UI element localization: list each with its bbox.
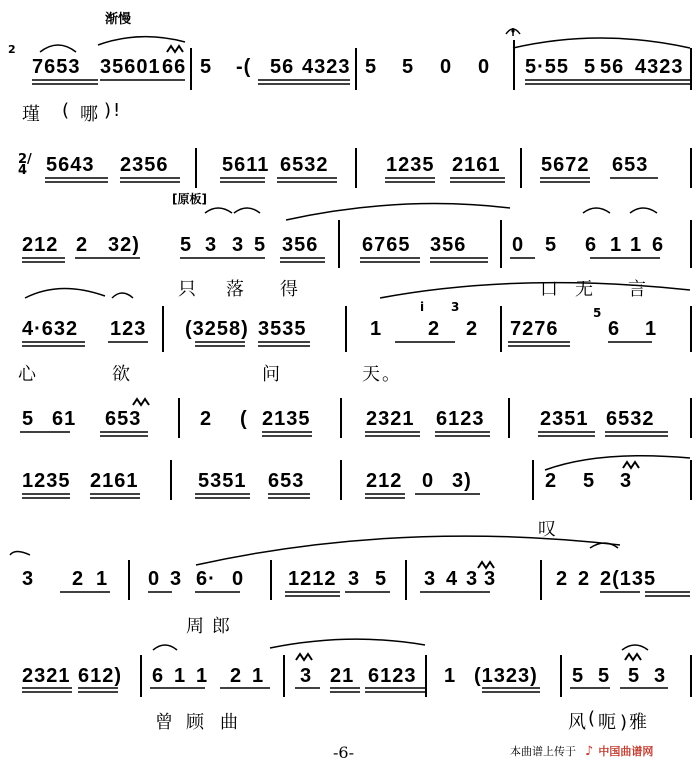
note-group: 2321 — [366, 408, 415, 430]
bar-line — [405, 560, 407, 600]
note-group: 5643 — [46, 154, 95, 176]
bar-line — [513, 40, 515, 90]
note-group: 6532 — [606, 408, 655, 430]
bar-line — [500, 220, 502, 268]
lyric: 周 — [186, 616, 206, 637]
note-group: 32) — [108, 234, 140, 256]
note-group: 1 — [610, 234, 623, 256]
note-group: 6123 — [436, 408, 485, 430]
lyric: 曾 — [155, 712, 175, 733]
note-group: 5 — [200, 56, 213, 78]
note-group: 5 — [254, 234, 267, 256]
note-group: 0 — [232, 568, 245, 590]
note-group: 1 — [174, 665, 187, 687]
note-group: 2 — [230, 665, 243, 687]
bar-line — [355, 148, 357, 188]
bar-line — [690, 220, 692, 268]
tempo-mark-original: [原板] — [172, 192, 207, 206]
note-group: 5 — [628, 665, 641, 687]
note-group: 212 — [366, 470, 403, 492]
note-group: (3258) — [185, 318, 249, 340]
bar-line — [345, 306, 347, 352]
note-group: 2161 — [90, 470, 139, 492]
bar-line — [178, 398, 180, 438]
note-group: 5 — [402, 56, 415, 78]
note-group: 5 — [365, 56, 378, 78]
lyric: 呃 — [598, 712, 618, 733]
note-group: 6 — [652, 234, 665, 256]
note-group: 5672 — [541, 154, 590, 176]
note-group: 1 — [370, 318, 383, 340]
note-group: 4323 — [635, 56, 684, 78]
lyric: 欲 — [112, 364, 132, 385]
note-group: 612) — [78, 665, 123, 687]
note-group: 1 — [196, 665, 209, 687]
bar-line — [690, 48, 692, 90]
bar-line — [270, 560, 272, 600]
note-group: 0 — [440, 56, 453, 78]
note-group: 0 — [478, 56, 491, 78]
note-group: 2 — [556, 568, 569, 590]
note-group: 1212 — [288, 568, 337, 590]
note-group: 3 — [205, 234, 218, 256]
note-group: 653 — [268, 470, 305, 492]
bar-line — [532, 460, 534, 500]
note-group: ( — [240, 408, 248, 430]
bar-line — [690, 148, 692, 188]
lyric: 问 — [262, 364, 282, 385]
note-group: 35601 — [100, 56, 161, 78]
bar-line — [340, 398, 342, 438]
lyric: 叹 — [538, 519, 558, 540]
bar-line — [520, 148, 522, 188]
lyric: 哪 — [80, 104, 100, 125]
note-group: 2351 — [540, 408, 589, 430]
note-group: 2 — [200, 408, 213, 430]
lyric: 只 — [178, 279, 198, 300]
note-group: 6· — [196, 568, 216, 590]
note-group: 5 — [180, 234, 193, 256]
note-group: 3 — [232, 234, 245, 256]
lyric: 得 — [280, 279, 300, 300]
bar-line — [283, 655, 285, 697]
note-group: 61 — [52, 408, 77, 430]
note-group: 3) — [452, 470, 472, 492]
note-group: 1 — [252, 665, 265, 687]
bar-line — [338, 220, 340, 268]
note-group: 3 — [484, 568, 497, 590]
note-group: 1235 — [22, 470, 71, 492]
note-group: 66 — [162, 56, 187, 78]
tempo-mark-gradual-slow: 渐慢 — [105, 12, 132, 27]
grace-note-row4-b: 3 — [451, 300, 460, 314]
note-group: 5·55 — [525, 56, 570, 78]
lyric: 心 — [18, 364, 38, 385]
grace-note-row4-c: 5 — [593, 306, 602, 320]
time-signature-row2: 2/4 — [18, 152, 32, 178]
note-group: 21 — [330, 665, 355, 687]
lyric: ( — [588, 708, 598, 729]
note-group: 3 — [620, 470, 633, 492]
note-group: 2(135 — [600, 568, 657, 590]
page-number: -6- — [333, 743, 354, 762]
note-group: 5351 — [198, 470, 247, 492]
note-group: 2 — [76, 234, 89, 256]
note-group: 2 — [578, 568, 591, 590]
bar-line — [162, 306, 164, 352]
note-group: 653 — [612, 154, 649, 176]
note-group: 3 — [22, 568, 35, 590]
lyric: 郎 — [212, 616, 232, 637]
note-group: 653 — [105, 408, 142, 430]
note-group: 5 — [375, 568, 388, 590]
note-group: 2135 — [262, 408, 311, 430]
lyric: )! — [104, 100, 123, 121]
note-group: 3 — [300, 665, 313, 687]
note-group: 2 — [466, 318, 479, 340]
note-group: 4 — [446, 568, 459, 590]
bar-line — [690, 398, 692, 438]
bar-line — [560, 655, 562, 697]
grace-note-row4-a: i — [420, 300, 425, 314]
note-group: 5 — [584, 56, 597, 78]
note-group: 5 — [545, 234, 558, 256]
note-group: 0 — [422, 470, 435, 492]
lyric: 落 — [226, 279, 246, 300]
lyric: 口 — [540, 279, 560, 300]
note-group: 5 — [598, 665, 611, 687]
source-text: 本曲谱上传于 — [510, 745, 576, 758]
lyric: 言 — [628, 279, 648, 300]
bar-line — [690, 655, 692, 697]
note-group: 4323 — [302, 56, 351, 78]
lyric: )雅 — [620, 712, 650, 733]
bar-line — [540, 560, 542, 600]
bar-line — [690, 306, 692, 352]
note-group: 56 — [600, 56, 625, 78]
note-group: 6 — [585, 234, 598, 256]
note-group: 2356 — [120, 154, 169, 176]
lyric: 无 — [575, 279, 595, 300]
lyric: 顾 — [186, 712, 206, 733]
bar-line — [170, 460, 172, 500]
bar-line — [355, 48, 357, 90]
lyric: 风 — [568, 712, 588, 733]
note-group: 3 — [424, 568, 437, 590]
note-group: 3 — [348, 568, 361, 590]
note-group: 3535 — [258, 318, 307, 340]
note-group: 0 — [148, 568, 161, 590]
site-logo-text: 中国曲谱网 — [598, 745, 654, 758]
time-signature-initial: 2 — [8, 43, 16, 56]
bar-line — [340, 460, 342, 500]
lyric: 曲 — [220, 712, 240, 733]
note-group: 356 — [430, 234, 467, 256]
note-group: 5611 — [222, 154, 270, 176]
note-group: 6 — [152, 665, 165, 687]
note-group: 212 — [22, 234, 59, 256]
note-group: 6123 — [368, 665, 417, 687]
note-group: 1 — [645, 318, 658, 340]
lyric: ( — [62, 100, 72, 121]
note-group: (1323) — [474, 665, 538, 687]
note-group: 0 — [512, 234, 525, 256]
bar-line — [425, 655, 427, 697]
note-group: 1 — [444, 665, 457, 687]
note-group: 3 — [170, 568, 183, 590]
note-group: 2 — [72, 568, 85, 590]
note-group: 6765 — [362, 234, 411, 256]
bar-line — [128, 560, 130, 600]
note-group: 5 — [22, 408, 35, 430]
bar-line — [195, 148, 197, 188]
site-logo[interactable] — [585, 740, 653, 759]
music-note-icon: ♪ — [585, 744, 594, 759]
note-group: 5 — [583, 470, 596, 492]
lyric: 天。 — [362, 364, 402, 385]
note-group: 6 — [608, 318, 621, 340]
note-group: 2 — [545, 470, 558, 492]
note-group: 2321 — [22, 665, 71, 687]
note-group: 2 — [428, 318, 441, 340]
note-group: 6532 — [280, 154, 329, 176]
bar-line — [508, 398, 510, 438]
note-group: 123 — [110, 318, 147, 340]
note-group: 2161 — [452, 154, 501, 176]
bar-line — [140, 655, 142, 697]
note-group: 7276 — [510, 318, 559, 340]
bar-line — [690, 460, 692, 500]
bar-line — [500, 306, 502, 352]
note-group: 4·632 — [22, 318, 79, 340]
note-group: 56 — [270, 56, 295, 78]
note-group: 5 — [572, 665, 585, 687]
note-group: 1235 — [386, 154, 435, 176]
note-group: 3 — [466, 568, 479, 590]
note-group: 356 — [282, 234, 319, 256]
note-group: 3 — [654, 665, 667, 687]
note-group: -( — [236, 56, 252, 78]
note-group: 1 — [96, 568, 109, 590]
bar-line — [190, 48, 192, 90]
note-group: 1 — [630, 234, 643, 256]
lyric: 瑾 — [22, 104, 42, 125]
note-group: 7653 — [32, 56, 81, 78]
